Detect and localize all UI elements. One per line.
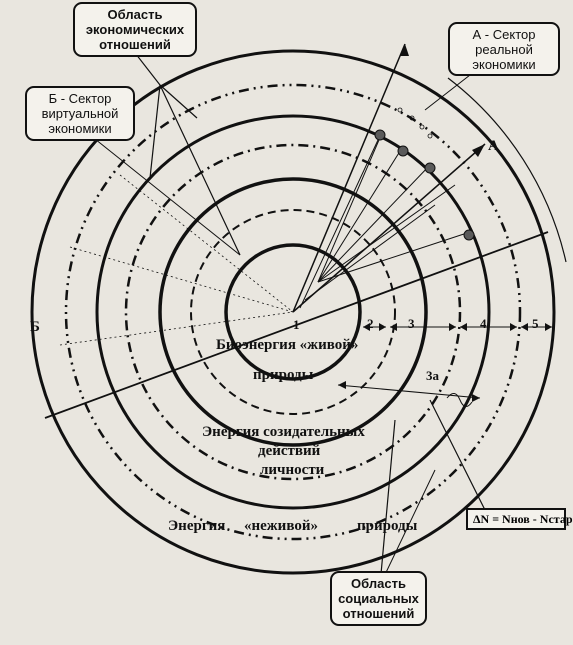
creative-energy-line2: действий xyxy=(258,443,321,459)
bioenergy-label-line2: природы xyxy=(253,367,314,383)
callout-virtual-economy: Б - Сектор виртуальной экономики xyxy=(25,86,135,141)
zone-label-2: 2 xyxy=(367,316,374,331)
callout-real-economy: А - Сектор реальной экономики xyxy=(448,22,560,76)
dot-a1 xyxy=(375,130,385,140)
creative-energy-line1: Энергия созидательных xyxy=(202,424,365,440)
sector-label-a: А xyxy=(488,138,499,154)
zone-label-4: 4 xyxy=(480,316,487,331)
dot-a2 xyxy=(398,146,408,156)
callout-social-relations: Область социальных отношений xyxy=(330,571,427,626)
dot-a4 xyxy=(464,230,474,240)
sector-label-b: Б xyxy=(30,319,40,335)
zone-label-1: 1 xyxy=(293,317,300,332)
zone-label-3: 3 xyxy=(408,316,415,331)
callout-economic-relations: Область экономических отношений xyxy=(73,2,197,57)
dot-a3 xyxy=(425,163,435,173)
zone-label-5: 5 xyxy=(532,316,539,331)
bioenergy-label-line1: Биоэнергия «живой» xyxy=(216,337,359,353)
delta-n-formula: ΔN = Nнов - Nстар xyxy=(466,508,566,530)
inanimate-energy-word1: Энергия xyxy=(168,518,226,534)
creative-energy-line3: личности xyxy=(260,462,325,478)
zone-label-3a: 3а xyxy=(426,368,439,383)
inanimate-energy-word2: «неживой» xyxy=(244,518,318,534)
inanimate-energy-word3: природы xyxy=(357,518,418,534)
